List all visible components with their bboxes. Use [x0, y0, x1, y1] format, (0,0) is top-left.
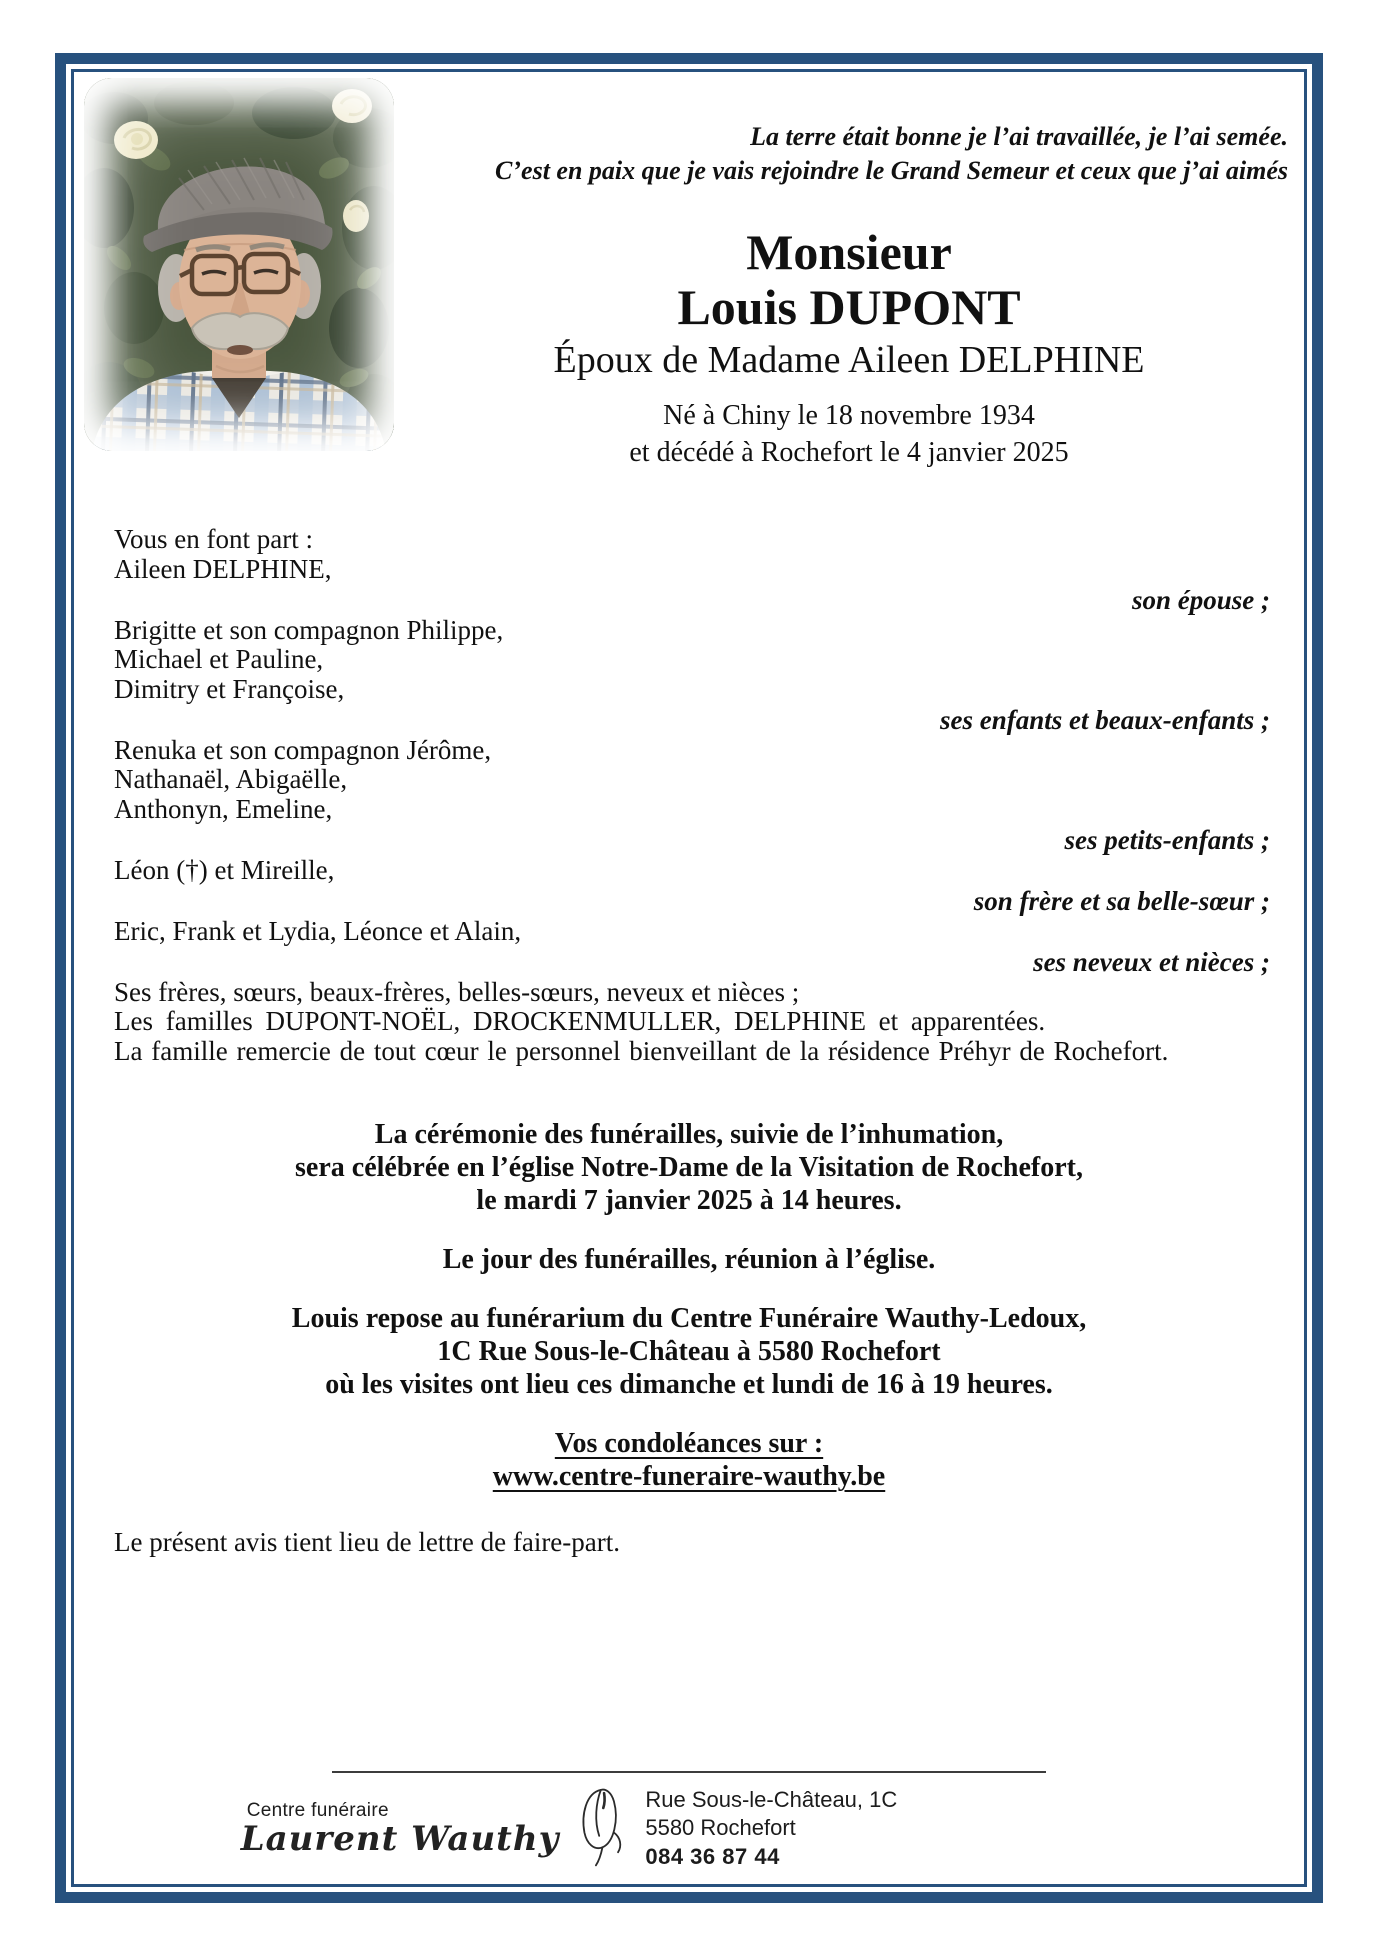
calla-lily-icon: [571, 1785, 629, 1872]
rose-top-right: [332, 89, 372, 123]
death-line: et décédé à Rochefort le 4 janvier 2025: [629, 436, 1069, 468]
header: [74, 72, 1304, 471]
mustache: [192, 313, 288, 349]
contact-address-1: Rue Sous-le-Château, 1C: [645, 1786, 898, 1812]
footer: [74, 1771, 1304, 1873]
legal-notice-line: Le présent avis tient lieu de lettre de faire-part.: [114, 1527, 621, 1558]
ceremony-line-1: La cérémonie des funérailles, suivie de l’inhumation,: [374, 1119, 1004, 1151]
family-name-line: Renuka et son compagnon Jérôme,: [114, 734, 492, 765]
portrait-illustration: [84, 78, 394, 451]
families-line: Les familles DUPONT-NOËL, DROCKENMULLER, DELPHINE et apparentées.: [114, 1006, 1046, 1037]
family-name-line: Brigitte et son compagnon Philippe,: [114, 614, 504, 645]
relation-label: son épouse ;: [1131, 585, 1270, 616]
epigraph: [394, 120, 1304, 189]
thanks-line: La famille remercie de tout cœur le personnel bienveillant de la résidence Préhyr de Rochefort.: [114, 1035, 1169, 1066]
portrait-photo: [84, 78, 394, 451]
deceased-name: Louis DUPONT: [677, 278, 1021, 335]
repose-line-2: 1C Rue Sous-le-Château à 5580 Rochefort: [437, 1336, 941, 1368]
spouse-line: Époux de Madame Aileen DELPHINE: [553, 338, 1145, 381]
intro-line: Vous en font part :: [114, 524, 313, 555]
inner-frame: [71, 69, 1307, 1887]
family-name-line: Michael et Pauline,: [114, 644, 324, 675]
rose-top-left: [114, 121, 158, 159]
family-name-line: Dimitry et Françoise,: [114, 673, 345, 704]
contact-phone: 084 36 87 44: [645, 1843, 780, 1869]
siblings-line: Ses frères, sœurs, beaux-frères, belles-sœurs, neveux et nièces ;: [114, 976, 800, 1007]
footer-divider: [332, 1771, 1045, 1774]
decorative-blue-frame: [55, 53, 1323, 1903]
rose-mid-right: [343, 200, 369, 232]
family-name-line: Nathanaël, Abigaëlle,: [114, 764, 348, 795]
relation-label: ses petits-enfants ;: [1064, 825, 1270, 856]
family-name-line: Léon (†) et Mireille,: [114, 854, 335, 885]
condolences-label: Vos condoléances sur :: [554, 1428, 824, 1460]
funeral-home-brand: [240, 1800, 560, 1859]
ceremony-line-2: sera célébrée en l’église Notre-Dame de la Visitation de Rochefort,: [295, 1152, 1083, 1184]
meeting-line: Le jour des funérailles, réunion à l’église.: [442, 1244, 936, 1276]
contact-address-2: 5580 Rochefort: [645, 1815, 796, 1841]
epigraph-line-1: La terre était bonne je l’ai travaillée, je l’ai semée.: [750, 122, 1288, 151]
brand-name: Laurent Wauthy: [240, 1819, 560, 1859]
family-name-line: Aileen DELPHINE,: [114, 553, 332, 584]
announcement-body: [74, 525, 1304, 1066]
repose-line-3: où les visites ont lieu ces dimanche et lundi de 16 à 19 heures.: [325, 1369, 1053, 1401]
brand-tagline: Centre funéraire: [246, 1800, 389, 1821]
funeral-home-logo-row: [71, 1785, 1184, 1872]
header-text-column: [394, 72, 1304, 471]
birth-line: Né à Chiny le 18 novembre 1934: [663, 400, 1035, 432]
relation-label: ses enfants et beaux-enfants ;: [940, 705, 1270, 736]
deceased-civility: Monsieur: [746, 223, 952, 280]
repose-line-1: Louis repose au funérarium du Centre Funéraire Wauthy-Ledoux,: [291, 1303, 1087, 1335]
ceremony-line-3: le mardi 7 janvier 2025 à 14 heures.: [476, 1185, 902, 1217]
family-name-line: Eric, Frank et Lydia, Léonce et Alain,: [114, 915, 522, 946]
relation-label: ses neveux et nièces ;: [1033, 947, 1270, 978]
relation-label: son frère et sa belle-sœur ;: [973, 886, 1270, 917]
epigraph-line-2: C’est en paix que je vais rejoindre le Grand Semeur et ceux que j’ai aimés: [495, 156, 1288, 186]
funeral-home-contact: [641, 1786, 897, 1872]
condolences-url-link[interactable]: www.centre-funeraire-wauthy.be: [492, 1461, 886, 1493]
mouth: [227, 345, 253, 355]
ceremony-block: [74, 1118, 1304, 1493]
family-name-line: Anthonyn, Emeline,: [114, 793, 333, 824]
